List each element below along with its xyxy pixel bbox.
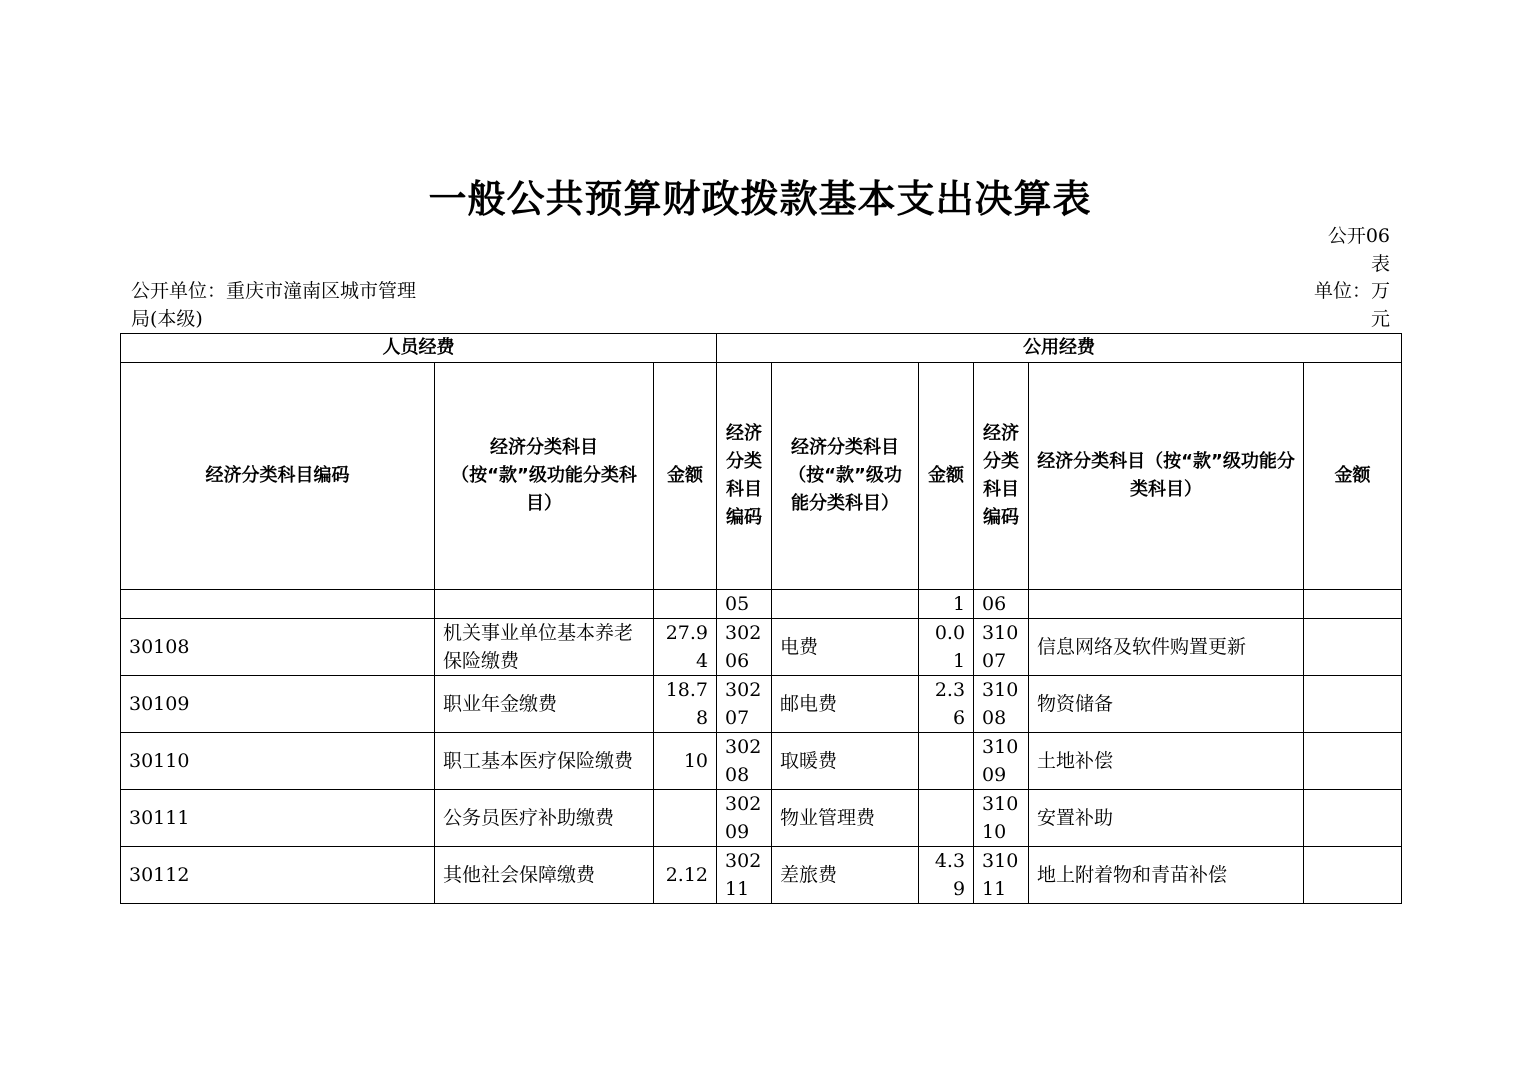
cell-item-2: 邮电费 [772,676,919,733]
cell-item-2: 取暖费 [772,733,919,790]
cell-code: 30110 [121,733,435,790]
cell-amount [654,790,717,847]
cell-code-3: 31010 [974,790,1029,847]
cell-code [121,590,435,619]
group-public: 公用经费 [717,334,1402,363]
cell-item: 公务员医疗补助缴费 [435,790,654,847]
cell-amount-2: 4.39 [919,847,974,904]
cell-item-3: 土地补偿 [1029,733,1304,790]
cell-item-3: 信息网络及软件购置更新 [1029,619,1304,676]
cell-code-2: 30207 [717,676,772,733]
cell-amount: 2.12 [654,847,717,904]
cell-item-2: 差旅费 [772,847,919,904]
cell-code-2: 30211 [717,847,772,904]
cell-item: 职业年金缴费 [435,676,654,733]
cell-amount-2: 1 [919,590,974,619]
column-header-row [121,363,1402,590]
cell-item-3: 物资储备 [1029,676,1304,733]
cell-code-3: 31011 [974,847,1029,904]
cell-code-3: 31007 [974,619,1029,676]
cell-amount-2: 0.01 [919,619,974,676]
header-amount-3: 金额 [1304,363,1402,590]
cell-code-2: 30206 [717,619,772,676]
budget-table [120,333,1402,904]
currency-unit: 单位：万元 [1313,280,1390,330]
table-row [121,590,1402,619]
group-header-row [121,334,1402,363]
header-code-2: 经济分类科目编码 [717,363,772,590]
header-amount-2: 金额 [919,363,974,590]
table-row [121,676,1402,733]
cell-code-3: 31009 [974,733,1029,790]
cell-amount-3 [1304,619,1402,676]
reporting-unit: 公开单位：重庆市潼南区城市管理局(本级) [131,280,417,330]
cell-item: 职工基本医疗保险缴费 [435,733,654,790]
header-code-3: 经济分类科目编码 [974,363,1029,590]
cell-code: 30109 [121,676,435,733]
cell-amount-3 [1304,590,1402,619]
cell-item: 机关事业单位基本养老保险缴费 [435,619,654,676]
cell-item: 其他社会保障缴费 [435,847,654,904]
cell-code: 30108 [121,619,435,676]
page-title: 一般公共预算财政拨款基本支出决算表 [428,176,1092,221]
cell-code: 30112 [121,847,435,904]
cell-item [435,590,654,619]
cell-amount-2: 2.36 [919,676,974,733]
group-personnel: 人员经费 [121,334,717,363]
cell-amount-3 [1304,790,1402,847]
cell-code-2: 05 [717,590,772,619]
cell-code-2: 30208 [717,733,772,790]
table-row [121,733,1402,790]
cell-code-3: 31008 [974,676,1029,733]
header-item-3: 经济分类科目（按“款”级功能分类科目） [1029,363,1304,590]
header-code: 经济分类科目编码 [121,363,435,590]
cell-amount-3 [1304,847,1402,904]
cell-code-2: 30209 [717,790,772,847]
cell-amount: 18.78 [654,676,717,733]
cell-item-2 [772,590,919,619]
form-number: 公开06表 [1327,225,1390,275]
header-item: 经济分类科目（按“款”级功能分类科目） [435,363,654,590]
cell-amount-2 [919,790,974,847]
cell-amount: 27.94 [654,619,717,676]
header-amount: 金额 [654,363,717,590]
cell-amount [654,590,717,619]
cell-item-3: 地上附着物和青苗补偿 [1029,847,1304,904]
cell-code-3: 06 [974,590,1029,619]
cell-amount-3 [1304,733,1402,790]
cell-item-2: 物业管理费 [772,790,919,847]
table-row [121,847,1402,904]
header-item-2: 经济分类科目（按“款”级功能分类科目） [772,363,919,590]
cell-item-3 [1029,590,1304,619]
cell-item-2: 电费 [772,619,919,676]
cell-code: 30111 [121,790,435,847]
cell-amount-3 [1304,676,1402,733]
cell-item-3: 安置补助 [1029,790,1304,847]
table-row [121,619,1402,676]
cell-amount: 10 [654,733,717,790]
table-row [121,790,1402,847]
cell-amount-2 [919,733,974,790]
